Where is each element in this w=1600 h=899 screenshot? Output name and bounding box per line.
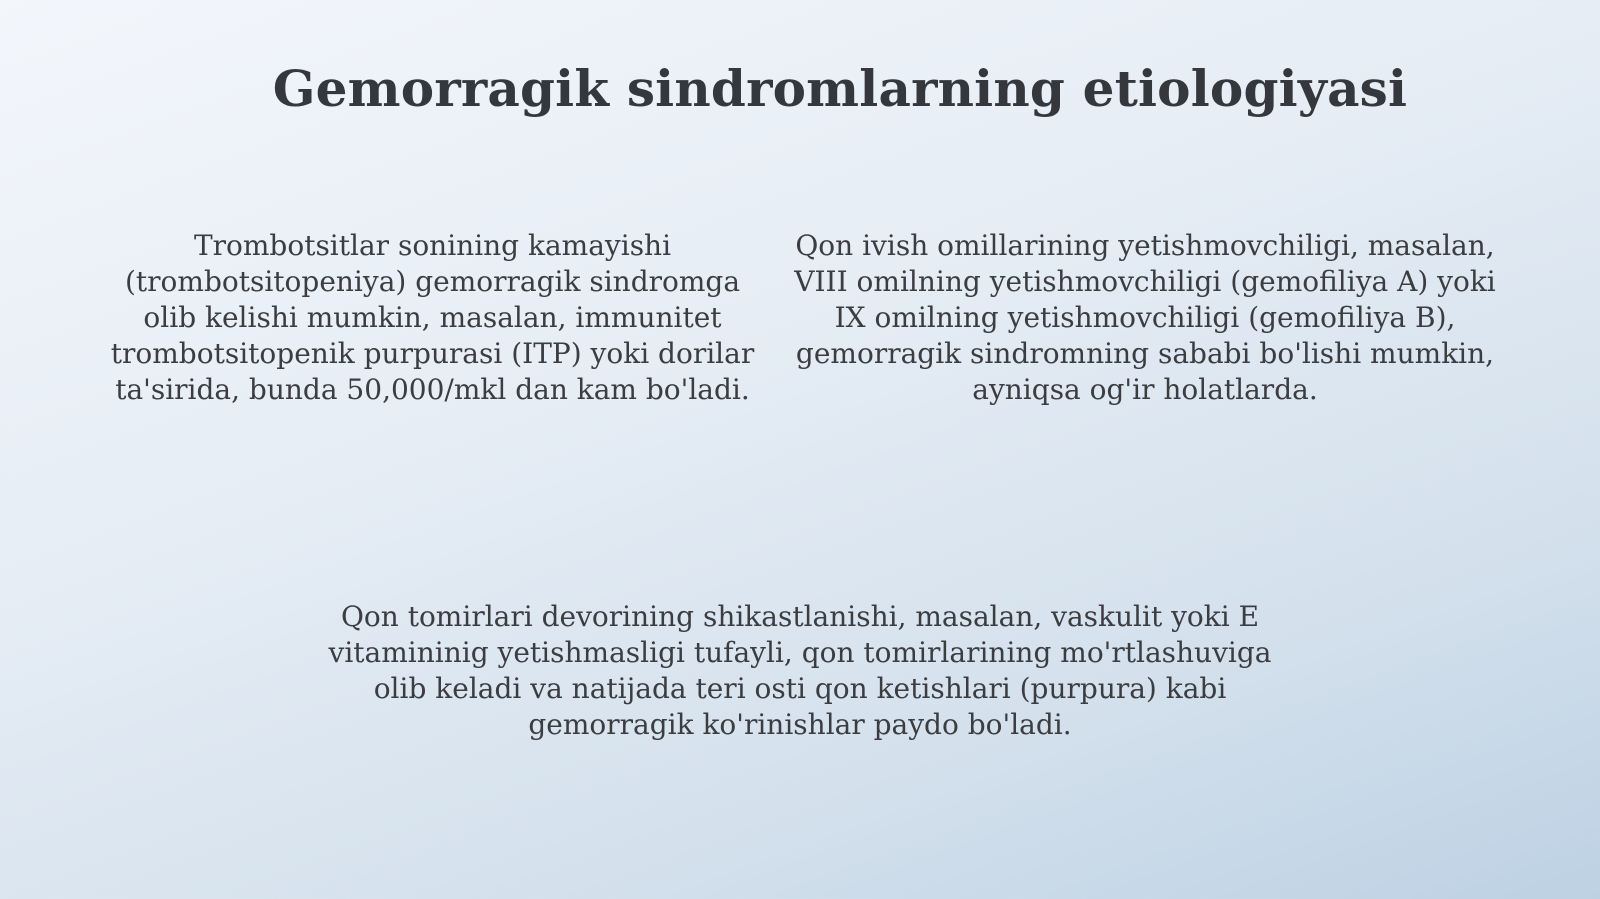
text-block-coagulation-factors: Qon ivish omillarining yetishmovchiligi, masalan, VIII omilning yetishmovchiligi (gemofiliya A) yoki IX omilning yetishmovchiligi (gemofiliya B), gemorragik sindromning sababi bo'lishi mumkin, ayniqsa og'ir holatlarda. [794,229,1496,406]
text-block-thrombocytopenia: Trombotsitlar sonining kamayishi (trombotsitopeniya) gemorragik sindromga olib kelishi mumkin, masalan, immunitet trombotsitopenik purpurasi (ITP) yoki dorilar ta'sirida, bunda 50,000/mkl dan kam bo'ladi. [110,229,755,406]
slide-title: Gemorragik sindromlarning etiologiyasi [272,59,1408,118]
text-block-vascular-damage: Qon tomirlari devorining shikastlanishi, masalan, vaskulit yoki E vitamininig yetishmasligi tufayli, qon tomirlarining mo'rtlashuviga olib keladi va natijada teri osti qon ketishlari (purpura) kabi gemorragik ko'rinishlar paydo bo'ladi. [328,600,1272,741]
